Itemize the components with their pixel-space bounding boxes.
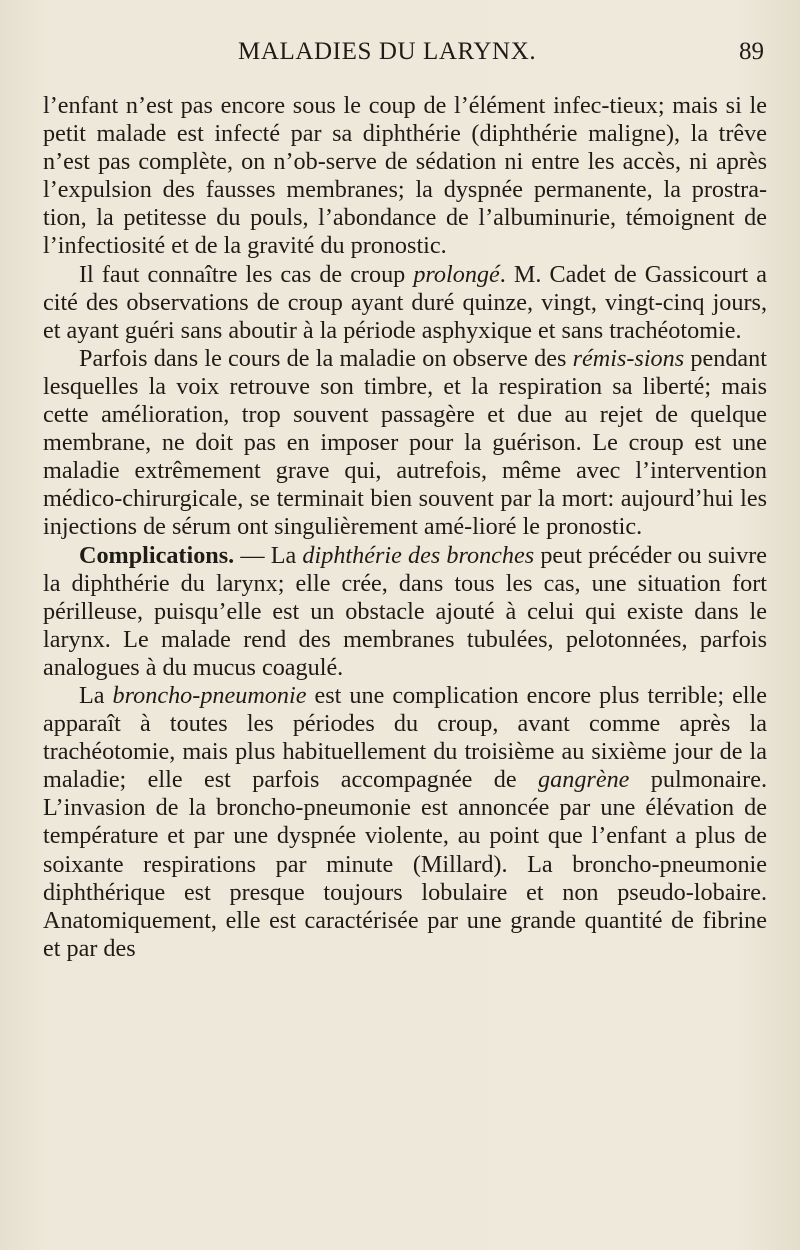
paragraph-text: La (79, 681, 113, 709)
paragraph-5 (43, 682, 767, 963)
paragraph-text: pulmonaire. L’invasion de la broncho-pneumonie est annoncée par une élévation de température et par une dyspnée violente, au point que l’enfant a plus de soixante respirations par minute (Millard). La broncho-pneumonie diphthérique est presque toujours lobulaire et non pseudo-lobaire. Anatomiquement, elle est caractérisée par une grande quantité de fibrine et par des (43, 766, 768, 962)
section-heading-complications: Complications. (79, 541, 235, 569)
italic-term-prolonge: prolongé (413, 260, 500, 288)
paragraph-4 (43, 542, 767, 682)
paragraph-text: . M. Cadet de Gassicourt a cité des observations de croup ayant duré quinze, vingt, vingt-cinq jours, et ayant guéri sans aboutir à la période asphyxique et sans trachéotomie. (43, 260, 768, 344)
italic-term-diphtherie-bronches: diphthérie des bronches (302, 541, 535, 569)
paragraph-text: est une complication encore plus terrible; elle apparaît à toutes les périodes du croup, avant comme après la trachéotomie, mais plus habituellement du troisième au sixième jour de la maladie; elle est parfois accompagnée de (43, 681, 767, 794)
italic-term-broncho-pneumonie: broncho-pneumonie (112, 681, 307, 709)
paragraph-2 (43, 261, 767, 345)
paragraph-text: Il faut connaître les cas de croup (79, 260, 414, 288)
paragraph-text: l’enfant n’est pas encore sous le coup de l’élément infec-tieux; mais si le petit malade est infecté par sa diphthérie (diphthérie maligne), la trêve n’est pas complète, on n’ob-serve de sédation ni entre les accès, ni après l’expulsion des fausses membranes; la dyspnée permanente, la prostra-tion, la petitesse du pouls, l’abondance de l’albuminurie, témoignent de l’infectiosité et de la gravité du pronostic. (43, 92, 767, 260)
paragraph-1 (43, 92, 767, 261)
paragraph-3 (43, 345, 767, 542)
paragraph-text: pendant lesquelles la voix retrouve son timbre, et la respiration sa liberté; mais cette amélioration, trop souvent passagère et due au rejet de quelque membrane, ne doit pas en imposer pour la guérison. Le croup est une maladie extrêmement grave qui, autrefois, même avec l’intervention médico-chirurgicale, se terminait bien souvent par la mort: aujourd’hui les injections de sérum ont singulièrement amé-lioré le pronostic. (43, 344, 767, 541)
paragraph-text: — La (234, 541, 303, 569)
page-number: 89 (739, 38, 764, 65)
body-text (43, 92, 767, 963)
italic-term-gangrene: gangrène (538, 766, 630, 794)
running-title: MALADIES DU LARYNX. (238, 38, 537, 65)
page-header (238, 38, 764, 72)
paragraph-text: peut précéder ou suivre la diphthérie du larynx; elle crée, dans tous les cas, une situation fort périlleuse, puisqu’elle est un obstacle ajouté à celui qui existe dans le larynx. Le malade rend des membranes tubulées, pelotonnées, parfois analogues à du mucus coagulé. (43, 541, 767, 681)
paragraph-text: Parfois dans le cours de la maladie on observe des (79, 344, 573, 372)
italic-term-remissions: rémis-sions (572, 344, 685, 372)
